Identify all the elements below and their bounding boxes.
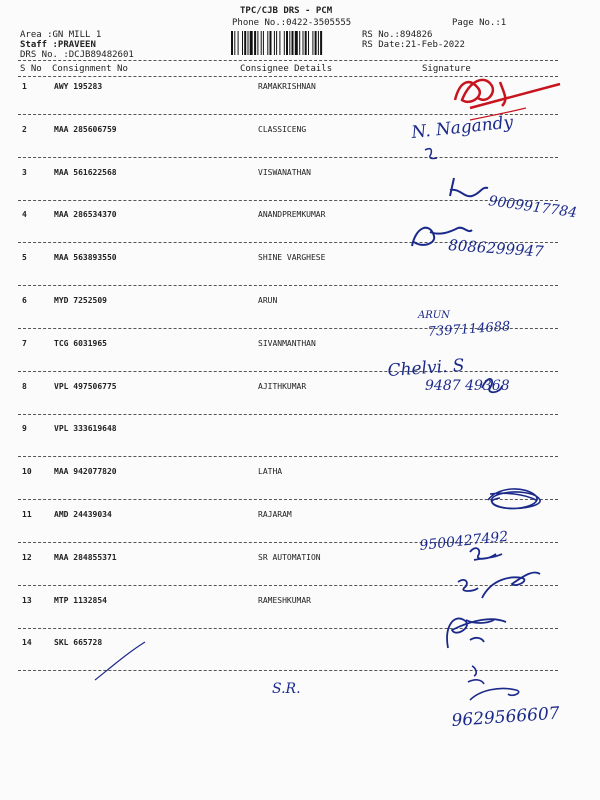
row-consignment-no: AMD 24439034 <box>54 510 112 519</box>
barcode-bar <box>254 31 256 55</box>
row-consignee: ARUN <box>258 296 278 305</box>
row-divider <box>18 585 558 586</box>
rs-number: RS No.:894826 <box>362 30 433 40</box>
barcode-bar <box>303 31 304 55</box>
barcode-bar <box>267 31 268 55</box>
row-sno: 1 <box>22 82 27 91</box>
signature-mark-row-3 <box>450 178 488 196</box>
row-consignment-no: SKL 665728 <box>54 638 103 647</box>
staff-label: Staff :PRAVEEN <box>20 40 96 50</box>
signature-row-7-name: Chelvi. S <box>386 355 466 381</box>
signature-mark-row-14 <box>468 666 519 700</box>
signature-mark-row-13 <box>447 618 506 648</box>
document-title: TPC/CJB DRS - PCM <box>240 6 333 16</box>
column-header-signature: Signature <box>422 64 471 74</box>
row-sno: 13 <box>22 596 32 605</box>
row-divider <box>18 456 558 457</box>
barcode-bar <box>279 31 280 55</box>
row-divider <box>18 157 558 158</box>
header-divider-bottom <box>18 76 558 77</box>
barcode-bar <box>305 31 307 55</box>
row-divider <box>18 542 558 543</box>
row-sno: 4 <box>22 210 27 219</box>
barcode-bar <box>276 31 277 55</box>
signature-row-3-phone: 9009917784 <box>487 193 578 222</box>
barcode-bar <box>320 31 322 55</box>
page-number: Page No.:1 <box>452 18 507 28</box>
row-consignment-no: VPL 497506775 <box>54 382 117 391</box>
row-consignment-no: VPL 333619648 <box>54 424 117 433</box>
signature-row-2: N. Nagandy <box>410 112 515 143</box>
row-divider <box>18 371 558 372</box>
row-consignment-no: MAA 942077820 <box>54 467 117 476</box>
row-divider <box>18 414 558 415</box>
signature-mark-row-7 <box>482 379 502 392</box>
row-consignee: SIVANMANTHAN <box>258 339 316 348</box>
row-consignee: SR AUTOMATION <box>258 553 321 562</box>
barcode-bar <box>289 31 290 55</box>
row-sno: 14 <box>22 638 32 647</box>
barcode-bar <box>231 31 233 55</box>
barcode-bar <box>286 31 288 55</box>
row-consignee: ANANDPREMKUMAR <box>258 210 326 219</box>
barcode-bar <box>244 31 246 55</box>
row-consignment-no: AWY 195283 <box>54 82 103 91</box>
signature-row-6-phone: 7397114688 <box>427 319 511 340</box>
row-sno: 6 <box>22 296 27 305</box>
signature-row-11-phone: 9500427492 <box>418 528 510 554</box>
signature-row-4-phone: 8086299947 <box>447 236 545 261</box>
header-divider-top <box>18 60 558 61</box>
area-label: Area :GN MILL 1 <box>20 30 102 40</box>
row-consignee: AJITHKUMAR <box>258 382 307 391</box>
barcode-bar <box>308 31 309 55</box>
barcode-bar <box>295 31 298 55</box>
row-consignee: SHINE VARGHESE <box>258 253 326 262</box>
row-consignee: RAMAKRISHNAN <box>258 82 316 91</box>
barcode-bar <box>292 31 294 55</box>
stray-stroke <box>95 642 145 680</box>
barcode-bar <box>315 31 317 55</box>
signature-mark-row-11 <box>470 548 502 560</box>
signature-scribble-red <box>455 80 560 108</box>
row-sno: 7 <box>22 339 27 348</box>
signature-row-7-phone: 9487 49368 <box>425 378 510 394</box>
row-sno: 11 <box>22 510 32 519</box>
row-divider <box>18 242 558 243</box>
row-consignment-no: MAA 285606759 <box>54 125 117 134</box>
barcode-bar <box>263 31 264 55</box>
row-consignee: RAJARAM <box>258 510 292 519</box>
signature-row-14-phone: 9629566607 <box>450 703 561 731</box>
row-divider <box>18 285 558 286</box>
row-consignee: VISWANATHAN <box>258 168 311 177</box>
signature-row-6-name: ARUN <box>418 310 450 321</box>
row-sno: 2 <box>22 125 27 134</box>
barcode-bar <box>299 31 300 55</box>
row-sno: 5 <box>22 253 27 262</box>
signature-mark-row-4 <box>412 228 472 246</box>
row-sno: 10 <box>22 467 32 476</box>
row-consignee: CLASSICENG <box>258 125 307 134</box>
barcode-bar <box>238 31 239 55</box>
barcode-bar <box>257 31 258 55</box>
row-sno: 12 <box>22 553 32 562</box>
barcode-bar <box>284 31 285 55</box>
row-consignment-no: MYD 7252509 <box>54 296 107 305</box>
signature-row-14-name: S.R. <box>272 681 301 697</box>
row-consignment-no: TCG 6031965 <box>54 339 107 348</box>
barcode-bar <box>234 31 235 55</box>
row-divider <box>18 670 558 671</box>
drs-number: DRS No. :DCJB89482601 <box>20 50 134 60</box>
barcode-bar <box>261 31 262 55</box>
column-header-sno: S No <box>20 64 42 74</box>
row-sno: 8 <box>22 382 27 391</box>
barcode-bar <box>318 31 319 55</box>
row-consignment-no: MAA 286534370 <box>54 210 117 219</box>
rs-date: RS Date:21-Feb-2022 <box>362 40 465 50</box>
row-consignment-no: MTP 1132854 <box>54 596 107 605</box>
row-divider <box>18 628 558 629</box>
row-consignment-no: MAA 284855371 <box>54 553 117 562</box>
barcode-bar <box>250 31 253 55</box>
row-divider <box>18 328 558 329</box>
column-header-consignee: Consignee Details <box>240 64 333 74</box>
barcode-bar <box>270 31 272 55</box>
barcode-bar <box>248 31 249 55</box>
row-sno: 3 <box>22 168 27 177</box>
barcode-bar <box>312 31 313 55</box>
row-divider <box>18 114 558 115</box>
phone-number: Phone No.:0422-3505555 <box>232 18 352 28</box>
row-consignee: LATHA <box>258 467 283 476</box>
row-consignment-no: MAA 561622568 <box>54 168 117 177</box>
barcode-image <box>231 31 357 55</box>
column-header-consignment: Consignment No <box>52 64 128 74</box>
barcode-bar <box>274 31 275 55</box>
row-divider <box>18 200 558 201</box>
row-consignment-no: MAA 563893550 <box>54 253 117 262</box>
row-divider <box>18 499 558 500</box>
row-sno: 9 <box>22 424 27 433</box>
barcode-bar <box>242 31 243 55</box>
row-consignee: RAMESHKUMAR <box>258 596 311 605</box>
